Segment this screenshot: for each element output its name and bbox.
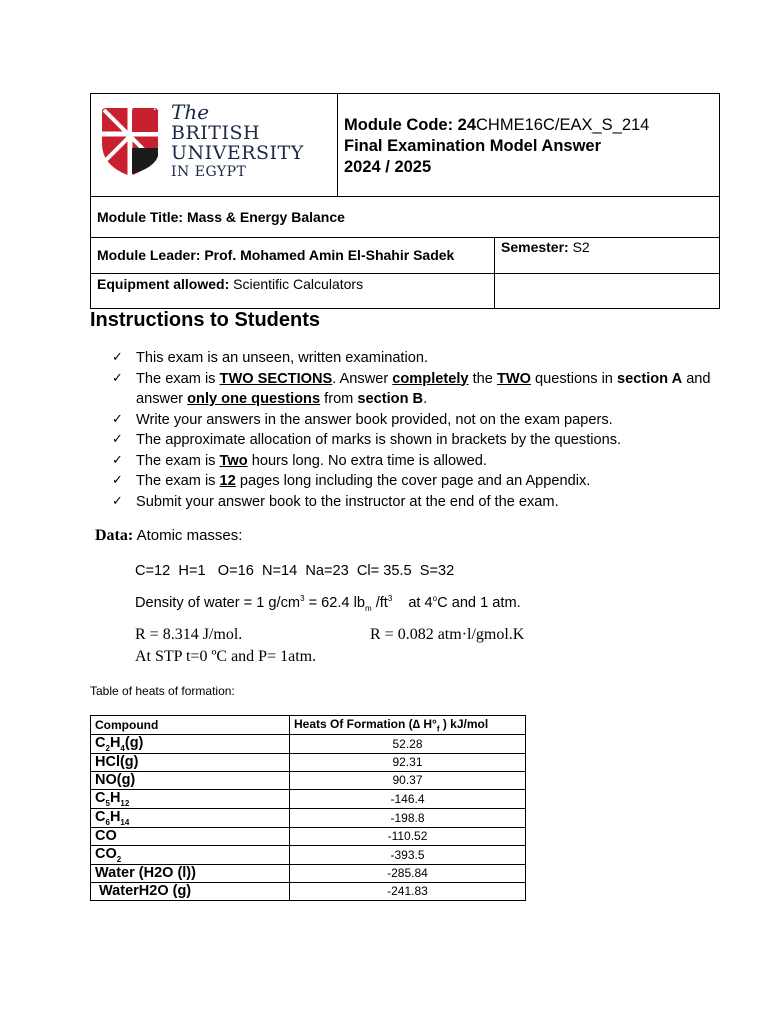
value-cell: -241.83 <box>290 882 526 900</box>
checkmark-icon: ✓ <box>112 432 123 447</box>
heats-of-formation-table <box>90 715 526 901</box>
table-caption: Table of heats of formation: <box>90 684 235 698</box>
empty-cell <box>494 273 720 309</box>
data-heading: Data: Atomic masses: <box>95 527 243 544</box>
exam-header-table <box>90 93 720 309</box>
compound-cell: $CO_2$ <box>91 845 290 864</box>
compound-cell: $C_5H_{12}$ <box>91 789 290 808</box>
compound-cell: $C_2H_4(g)$ <box>91 735 290 754</box>
table-row <box>91 882 526 900</box>
semester-cell <box>494 237 720 274</box>
logo-line-university: UNIVERSITY <box>171 142 304 164</box>
logo-line-egypt: IN EGYPT <box>171 164 247 180</box>
list-item: ✓ Submit your answer book to the instructor at the end of the exam. <box>112 492 737 513</box>
list-item: ✓ The exam is 12 pages long including the cover page and an Appendix. <box>112 471 737 492</box>
list-item: ✓ This exam is an unseen, written examination. <box>112 348 737 369</box>
water-density: Density of water = 1 $g/cm^3 = 62.4$ $lb_m$ $/ft^3$ at 4$^o$C and 1 atm. <box>135 594 521 613</box>
module-code: Module Code: 24CHME16C/EAX_S_214 <box>344 116 650 134</box>
value-cell: 90.37 <box>290 771 526 789</box>
checkmark-icon: ✓ <box>112 411 123 427</box>
gas-constant-si: R = 8.314 J/mol. <box>135 626 243 643</box>
value-cell: -198.8 <box>290 808 526 827</box>
checkmark-icon: ✓ <box>112 370 123 386</box>
compound-cell: WaterH2O (g) <box>91 882 290 900</box>
module-title: Module Title: Mass & Energy Balance <box>97 209 345 225</box>
table-row <box>91 789 526 808</box>
table-row <box>91 827 526 845</box>
stp-conditions: At STP t=0 ºC and P= 1atm. <box>135 648 317 665</box>
list-item: ✓ The exam is Two hours long. No extra time is allowed. <box>112 451 737 472</box>
module-code-cell <box>337 93 720 197</box>
atomic-masses: C=12 H=1 O=16 N=14 Na=23 Cl= 35.5 S=32 <box>135 563 455 579</box>
checkmark-icon: ✓ <box>112 452 123 468</box>
value-cell: -393.5 <box>290 845 526 864</box>
value-cell: 92.31 <box>290 753 526 771</box>
list-item: ✓ The approximate allocation of marks is shown in brackets by the questions. <box>112 430 737 451</box>
checkmark-icon: ✓ <box>112 493 123 509</box>
value-cell: 52.28 <box>290 735 526 754</box>
academic-year: 2024 / 2025 <box>344 158 432 176</box>
module-leader-cell <box>90 237 495 274</box>
logo-cell <box>90 93 338 197</box>
module-title-cell <box>90 196 720 238</box>
value-cell: -285.84 <box>290 864 526 882</box>
compound-cell: HCl(g) <box>91 753 290 771</box>
list-item: ✓ Write your answers in the answer book provided, not on the exam papers. <box>112 410 737 431</box>
equipment-allowed: Equipment allowed: Scientific Calculators <box>97 276 364 292</box>
table-row <box>91 771 526 789</box>
logo-line-british: BRITISH <box>171 122 261 144</box>
instructions-heading: Instructions to Students <box>90 309 320 331</box>
compound-cell: $C_6H_{14}$ <box>91 808 290 827</box>
compound-cell: Water (H2O (l)) <box>91 864 290 882</box>
table-header-row <box>91 716 526 735</box>
logo-line-the: The <box>171 100 210 124</box>
compound-cell: NO(g) <box>91 771 290 789</box>
list-item: ✓ The exam is TWO SECTIONS. Answer completely the TWO questions in section A and answer only one questions from section B. <box>112 370 711 407</box>
table-row <box>91 808 526 827</box>
column-header-compound: Compound <box>91 716 290 735</box>
instructions-list <box>112 348 737 512</box>
table-row <box>91 845 526 864</box>
value-cell: -110.52 <box>290 827 526 845</box>
semester: Semester: S2 <box>501 239 590 255</box>
column-header-heat: Heats Of Formation (∆ $H^\circ_f$ ) kJ/mol <box>290 716 526 735</box>
table-row <box>91 753 526 771</box>
equipment-cell <box>90 273 495 309</box>
compound-cell: CO <box>91 827 290 845</box>
checkmark-icon: ✓ <box>112 473 123 488</box>
module-leader: Module Leader: Prof. Mohamed Amin El-Shahir Sadek <box>97 247 455 263</box>
exam-title: Final Examination Model Answer <box>344 137 602 155</box>
table-row <box>91 735 526 754</box>
checkmark-icon: ✓ <box>112 350 123 365</box>
table-row <box>91 864 526 882</box>
value-cell: -146.4 <box>290 789 526 808</box>
university-logo-icon <box>98 104 162 178</box>
gas-constant-atm: R = 0.082 atm·l/gmol.K <box>370 626 525 643</box>
